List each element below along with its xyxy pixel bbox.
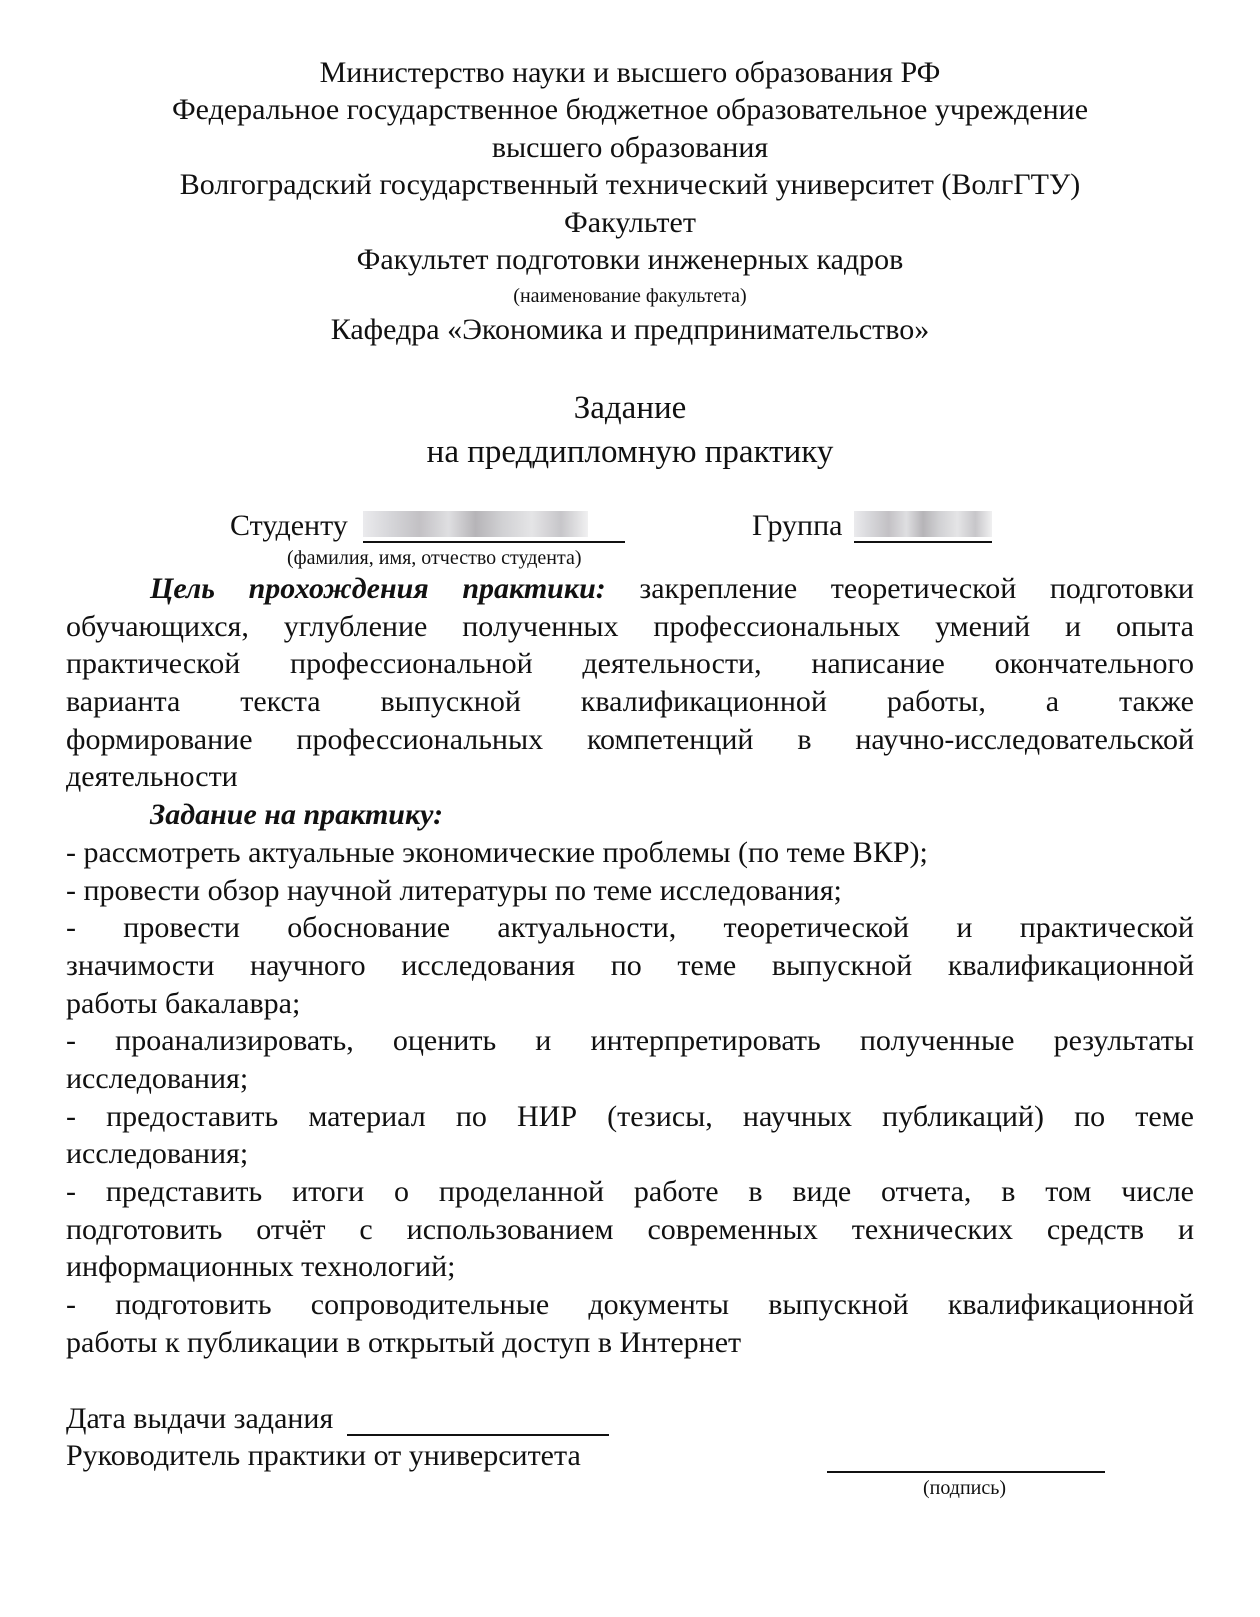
university-line: Волгоградский государственный технический университет (ВолгГТУ) xyxy=(179,168,1081,201)
student-name-field[interactable] xyxy=(363,507,625,543)
goal-line: Цель прохождения практики: закрепление теоретической подготовки xyxy=(150,572,1194,605)
faculty-name: Факультет подготовки инженерных кадров xyxy=(356,243,904,276)
faculty-label: Факультет xyxy=(564,206,696,239)
task-line: исследования; xyxy=(66,1137,249,1171)
institution-line-2: высшего образования xyxy=(491,131,769,164)
goal-line: практической профессиональной деятельности, написание окончательного xyxy=(66,647,1194,681)
task-line: информационных технологий; xyxy=(66,1250,456,1284)
task-line: - предоставить материал по НИР (тезисы, научных публикаций) по теме xyxy=(66,1099,1194,1133)
student-row xyxy=(230,507,625,545)
task-heading: Задание на практику: xyxy=(150,798,444,832)
group-field[interactable] xyxy=(854,507,992,543)
redacted-group xyxy=(854,511,992,537)
goal-section xyxy=(66,570,1194,1361)
institution-line-1: Федеральное государственное бюджетное образовательное учреждение xyxy=(171,93,1089,126)
task-line: - проанализировать, оценить и интерпретировать полученные результаты xyxy=(66,1024,1194,1058)
goal-line: деятельности xyxy=(66,760,238,794)
task-line: подготовить отчёт с использованием современных технических средств и xyxy=(66,1212,1194,1246)
department-line: Кафедра «Экономика и предпринимательство» xyxy=(330,313,930,346)
goal-line: формирование профессиональных компетенций в научно-исследовательской xyxy=(66,722,1194,756)
ministry-line: Министерство науки и высшего образования РФ xyxy=(319,56,941,89)
task-line: - подготовить сопроводительные документы выпускной квалификационной xyxy=(66,1288,1194,1322)
date-field[interactable] xyxy=(347,1404,609,1436)
redacted-student-name xyxy=(363,511,588,537)
student-label: Студенту xyxy=(230,509,348,542)
task-line: - представить итоги о проделанной работе в виде отчета, в том числе xyxy=(66,1175,1194,1208)
goal-line: обучающихся, углубление полученных профессиональных умений и опыта xyxy=(66,609,1194,643)
task-line: - рассмотреть актуальные экономические проблемы (по теме ВКР); xyxy=(66,835,928,869)
task-line: работы к публикации в открытый доступ в Интернет xyxy=(66,1325,742,1359)
document-subtitle: на преддипломную практику xyxy=(426,434,834,470)
date-label: Дата выдачи задания xyxy=(66,1402,334,1435)
student-caption: (фамилия, имя, отчество студента) xyxy=(287,547,582,569)
group-label: Группа xyxy=(752,509,843,542)
task-line: - провести обзор научной литературы по теме исследования; xyxy=(66,873,842,907)
faculty-caption: (наименование факультета) xyxy=(513,285,747,307)
task-line: - провести обоснование актуальности, теоретической и практической xyxy=(66,911,1194,945)
goal-heading: Цель прохождения практики: xyxy=(150,572,606,605)
goal-line: варианта текста выпускной квалификационной работы, а также xyxy=(66,685,1194,719)
signature-line[interactable] xyxy=(827,1471,1105,1473)
task-line: работы бакалавра; xyxy=(66,986,301,1020)
supervisor-label: Руководитель практики от университета xyxy=(66,1439,581,1472)
signature-caption: (подпись) xyxy=(923,1477,1007,1499)
task-line: значимости научного исследования по теме выпускной квалификационной xyxy=(66,948,1194,982)
document-title: Задание xyxy=(573,390,687,426)
group-row xyxy=(752,507,992,545)
task-line: исследования; xyxy=(66,1061,249,1095)
date-row xyxy=(66,1400,609,1438)
